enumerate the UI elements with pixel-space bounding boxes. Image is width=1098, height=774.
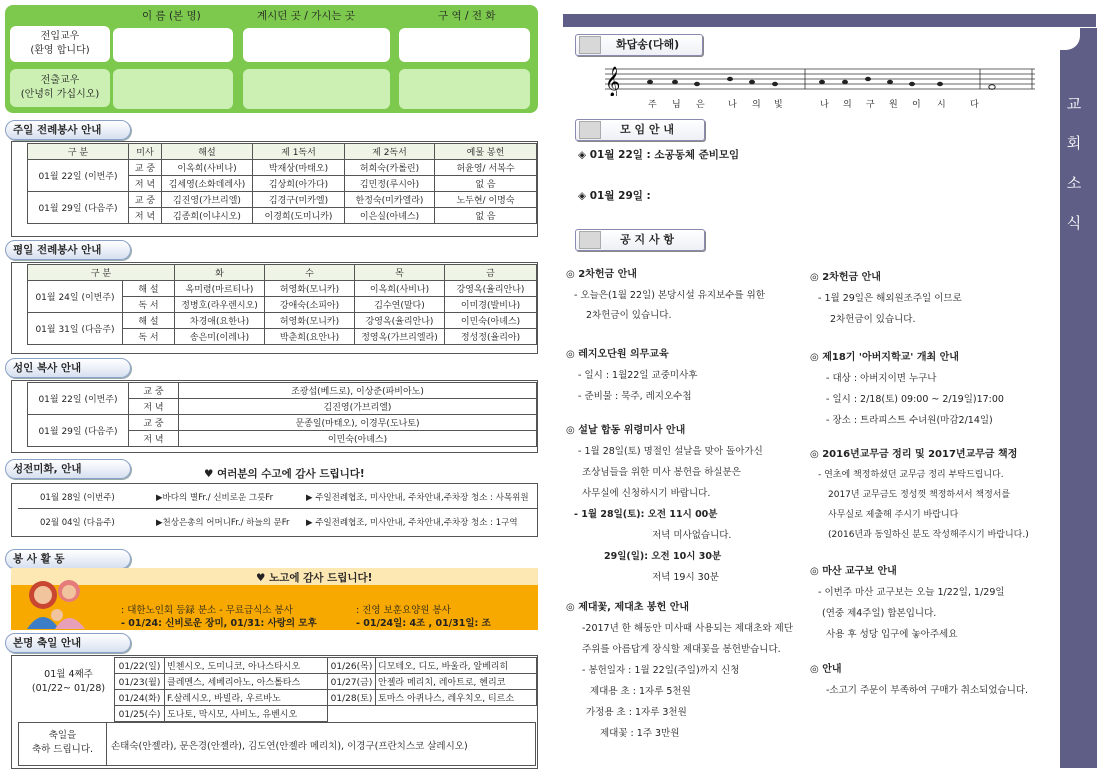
family-illustration-icon bbox=[19, 571, 97, 629]
table-cell bbox=[376, 706, 537, 722]
table-cell: 01/26(목) bbox=[328, 658, 376, 674]
table-cell: 독 서 bbox=[123, 297, 175, 313]
table-cell: 이옥희(사비나) bbox=[355, 281, 445, 297]
table-cell: 독 서 bbox=[123, 329, 175, 345]
nameday-table bbox=[114, 657, 537, 722]
bless-names: 손태숙(안젤라), 문은경(안젤라), 김도연(안젤라 메리치), 이경구(프란치스코 살레시오) bbox=[111, 741, 468, 752]
table-cell: 클레멘스, 세베리아노, 아스톨타스 bbox=[165, 674, 328, 690]
table-cell: 구 분 bbox=[28, 265, 175, 281]
table-cell: 이미경(발비나) bbox=[445, 297, 537, 313]
table-cell: 화 bbox=[175, 265, 265, 281]
reg-header-address: 계시던 곳 / 가시는 곳 bbox=[257, 10, 356, 22]
notice-left-3: ◎ 설날 합동 위령미사 안내 - 1월 28일(토) 명절인 설날을 맞아 돌아가신 조상님들을 위한 미사 봉헌을 하실분은 사무실에 신청하시기 바랍니다. - 1월 28일(토): 오전 11시 00분 저녁 미사없습니다. 29일(일): 오전 10시 30분 저녁 19시 30분 bbox=[566, 425, 763, 583]
table-cell: 허윤영/ 서복수 bbox=[435, 160, 537, 176]
table-cell: 이옥희(사비나) bbox=[162, 160, 253, 176]
table-cell: 한정숙(미카엘라) bbox=[345, 192, 435, 208]
hymn-lyrics: 주 님 은 나 의 빛 나 의 구 원 이 시 다 bbox=[648, 100, 979, 110]
table-cell: 강영옥(율리안나) bbox=[445, 281, 537, 297]
table-cell: 김수연(말다) bbox=[355, 297, 445, 313]
col-header: 제 2독서 bbox=[345, 144, 435, 160]
col-header: 해설 bbox=[162, 144, 253, 160]
table-cell: 01/23(월) bbox=[115, 674, 165, 690]
table-cell: 옥미령(마르티나) bbox=[175, 281, 265, 297]
weekday-section-title: 평일 전례봉사 안내 bbox=[5, 240, 131, 260]
table-cell: 빈첸시오, 도미니코, 아나스타시오 bbox=[165, 658, 328, 674]
svg-text:𝄞: 𝄞 bbox=[605, 67, 621, 96]
table-cell: 저 녁 bbox=[129, 399, 179, 415]
table-cell: 저 녁 bbox=[129, 431, 179, 447]
table-cell: 박춘희(요안나) bbox=[265, 329, 355, 345]
table-cell: 강영옥(율리안나) bbox=[355, 313, 445, 329]
table-cell: 없 음 bbox=[435, 176, 537, 192]
table-cell: 해 설 bbox=[123, 313, 175, 329]
table-cell: 저 녁 bbox=[129, 176, 162, 192]
date-cell: 01월 22일 (이번주) bbox=[28, 160, 129, 192]
table-cell: 수 bbox=[265, 265, 355, 281]
notice-title: 공 지 사 항 bbox=[575, 229, 705, 251]
flower-row-2: 02월 04일 (다음주) ▶천상은총의 어머니Fr./ 하늘의 문Fr ▶ 주일전례협조, 미사안내, 주차안내,주차장 청소 : 1구역 bbox=[40, 518, 518, 528]
sunday-table bbox=[27, 143, 537, 224]
reg-header-area: 구 역 / 전 화 bbox=[438, 10, 496, 22]
weekday-table bbox=[27, 264, 537, 345]
table-cell: 01/25(수) bbox=[115, 706, 165, 722]
notice-right-3: ◎ 2016년교무금 정리 및 2017년교무금 책정 - 연초에 책정하셨던 교무금 정리 부탁드립니다. 2017년 교무금도 정성껏 책정하셔서 책정서를 사무실로 제출해 주시기 바랍니다 (2016년과 동일하신 분도 작성해주시기 바랍니다.) bbox=[810, 449, 1029, 540]
notice-left-2: ◎ 레지오단원 의무교육 - 일시 : 1월22일 교중미사후 - 준비물 : 묵주, 레지오수첩 bbox=[566, 349, 698, 402]
table-cell: 차경애(요한나) bbox=[175, 313, 265, 329]
table-cell: 이민숙(아녜스) bbox=[179, 431, 537, 447]
table-cell: 교 중 bbox=[129, 160, 162, 176]
table-cell: 교 중 bbox=[129, 383, 179, 399]
table-cell: 디모테오, 디도, 바울라, 알베리히 bbox=[376, 658, 537, 674]
top-bar bbox=[563, 14, 1096, 27]
move-in-address-field bbox=[243, 28, 390, 62]
table-cell: 도나토, 막시모, 사비노, 유벤시오 bbox=[165, 706, 328, 722]
hymn-title: 화답송(다해) bbox=[575, 34, 703, 56]
table-cell: 01/24(화) bbox=[115, 690, 165, 706]
side-char: 식 bbox=[1066, 214, 1082, 232]
table-cell: 허희숙(카롤린) bbox=[345, 160, 435, 176]
table-cell: 01/27(금) bbox=[328, 674, 376, 690]
col-header: 미사 bbox=[129, 144, 162, 160]
table-cell: 송은미(이레나) bbox=[175, 329, 265, 345]
volunteer-section-title: 봉 사 활 동 bbox=[5, 549, 131, 569]
notice-left-1: ◎ 2차헌금 안내 - 오늘은(1월 22일) 본당시설 유지보수를 위한 2차헌금이 있습니다. bbox=[566, 269, 765, 321]
bless-box: 축일을 축하 드립니다. 손태숙(안젤라), 문은경(안젤라), 김도연(안젤라 메리치), 이경구(프란치스코 살레시오) bbox=[18, 722, 536, 766]
col-header: 제 1독서 bbox=[253, 144, 345, 160]
table-cell bbox=[328, 706, 376, 722]
table-cell: 김경구(미카엘) bbox=[253, 192, 345, 208]
meeting-line-2: ◈ 01월 29일 : bbox=[578, 190, 651, 202]
table-cell: 01/22(일) bbox=[115, 658, 165, 674]
table-cell: F.살레시오, 바빌라, 우르바노 bbox=[165, 690, 328, 706]
move-out-address-field bbox=[243, 69, 390, 109]
table-cell: 허영화(모니카) bbox=[265, 313, 355, 329]
sunday-section-title: 주일 전례봉사 안내 bbox=[5, 120, 131, 140]
table-cell: 토마스 아퀴나스, 레우치오, 티르소 bbox=[376, 690, 537, 706]
table-cell: 목 bbox=[355, 265, 445, 281]
table-cell: 허영화(모니카) bbox=[265, 281, 355, 297]
music-staff bbox=[600, 62, 1040, 96]
portrait-icon bbox=[579, 121, 601, 139]
table-cell: 강애숙(소피아) bbox=[265, 297, 355, 313]
move-in-area-field bbox=[399, 28, 530, 62]
notice-right-1: ◎ 2차헌금 안내 - 1월 29일은 해외원조주일 이므로 2차헌금이 있습니다. bbox=[810, 272, 962, 325]
side-char: 회 bbox=[1066, 134, 1082, 152]
table-cell: 이민숙(아녜스) bbox=[445, 313, 537, 329]
table-cell: 이은실(아녜스) bbox=[345, 208, 435, 224]
table-cell: 김종희(이냐시오) bbox=[162, 208, 253, 224]
side-char: 교 bbox=[1066, 95, 1082, 113]
col-header: 구 분 bbox=[28, 144, 129, 160]
move-in-name-field bbox=[113, 28, 233, 62]
date-cell: 01월 29일 (다음주) bbox=[28, 192, 129, 224]
table-cell: 없 음 bbox=[435, 208, 537, 224]
move-out-area-field bbox=[399, 69, 530, 109]
table-cell: 박재상(마태오) bbox=[253, 160, 345, 176]
portrait-icon bbox=[579, 36, 601, 54]
side-char: 소 bbox=[1066, 174, 1082, 192]
notice-right-2: ◎ 제18기 '아버지학교' 개최 안내 - 대상 : 아버지이면 누구나 - 일시 : 2/18(토) 09:00 ~ 2/19일)17:00 - 장소 : 트라피스트 수녀원(마감2/14일) bbox=[810, 352, 1004, 426]
table-cell: 교 중 bbox=[129, 415, 179, 431]
nameday-section-title: 본명 축일 안내 bbox=[5, 633, 131, 653]
registration-box bbox=[5, 5, 538, 113]
meeting-line-1: ◈ 01월 22일 : 소공동체 준비모임 bbox=[578, 149, 740, 161]
table-cell: 01월 29일 (다음주) bbox=[28, 415, 129, 447]
table-cell: 01월 24일 (이번주) bbox=[28, 281, 123, 313]
move-out-name-field bbox=[113, 69, 233, 109]
table-cell: 김진영(가브리엘) bbox=[179, 399, 537, 415]
portrait-icon bbox=[579, 231, 601, 249]
table-cell: 김민정(루시아) bbox=[345, 176, 435, 192]
table-cell: 01월 31일 (다음주) bbox=[28, 313, 123, 345]
table-cell: 01월 22일 (이번주) bbox=[28, 383, 129, 415]
table-cell: 교 중 bbox=[129, 192, 162, 208]
adult-server-section-title: 성인 복사 안내 bbox=[5, 358, 131, 378]
table-cell: 김진영(가브리엘) bbox=[162, 192, 253, 208]
notice-right-4: ◎ 마산 교구보 안내 - 이번주 마산 교구보는 오늘 1/22일, 1/29일 (연중 제4주일) 합본입니다. 사용 후 성당 입구에 놓아주세요 bbox=[810, 566, 1005, 640]
table-cell: 김세영(소화데레사) bbox=[162, 176, 253, 192]
table-cell: 조광섭(베드로), 이상준(파비아노) bbox=[179, 383, 537, 399]
table-cell: 문종일(마태오), 이경무(도나토) bbox=[179, 415, 537, 431]
volunteer-banner: ♥ 노고에 감사 드립니다! : 대한노인회 등録 분소 - 무료급식소 봉사 - 01/24: 신비로운 장미, 01/31: 사랑의 모후 : 진영 보훈요양원 봉사 - 01/24일: 4조 , 01/31일: 조 bbox=[11, 568, 538, 630]
table-cell: 정영옥(가브리엘라) bbox=[355, 329, 445, 345]
table-cell: 노두현/ 이명숙 bbox=[435, 192, 537, 208]
table-cell: 해 설 bbox=[123, 281, 175, 297]
table-cell: 정성정(율리아) bbox=[445, 329, 537, 345]
table-cell: 저 녁 bbox=[129, 208, 162, 224]
reg-header-name: 이 름 (본 명) bbox=[142, 10, 201, 22]
table-cell: 김상희(아가다) bbox=[253, 176, 345, 192]
move-in-label: 전입교우 (환영 합니다) bbox=[10, 26, 110, 62]
table-cell: 안젤라 메리치, 레아트로, 헨리코 bbox=[376, 674, 537, 690]
notice-left-4: ◎ 제대꽃, 제대초 봉헌 안내 -2017년 한 해동안 미사때 사용되는 제대초와 제단 주위를 아름답게 장식할 제대꽃을 봉헌받습니다. - 봉헌일자 : 1월 22일(주일)까지 신청 제대용 초 : 1자루 5천원 가정용 초 : 1자루 3천원 제대꽃 : 1주 3만원 bbox=[566, 602, 793, 739]
meeting-title: 모 임 안 내 bbox=[575, 119, 705, 141]
move-out-label: 전출교우 (안녕히 가십시오) bbox=[10, 69, 110, 107]
nameday-week: 01월 4째주 (01/22~ 01/28) bbox=[31, 669, 106, 694]
col-header: 예물 봉헌 bbox=[435, 144, 537, 160]
table-cell: 이경희(도미니카) bbox=[253, 208, 345, 224]
adult-server-table bbox=[27, 382, 537, 447]
table-cell: 금 bbox=[445, 265, 537, 281]
table-cell: 01/28(토) bbox=[328, 690, 376, 706]
flower-section-title: 성전미화, 안내 bbox=[5, 459, 131, 479]
table-cell: 정병호(라우렌시오) bbox=[175, 297, 265, 313]
flower-row-1: 01월 28일 (이번주) ▶바다의 별Fr./ 신비로운 그릇Fr ▶ 주일전례협조, 미사안내, 주차안내,주차장 청소 : 사목위원 bbox=[18, 487, 538, 509]
flower-thanks: ♥ 여러분의 수고에 감사 드립니다! bbox=[204, 468, 365, 480]
notice-right-5: ◎ 안내 -소고기 주문이 부족하여 구매가 취소되었습니다. bbox=[810, 664, 1029, 696]
